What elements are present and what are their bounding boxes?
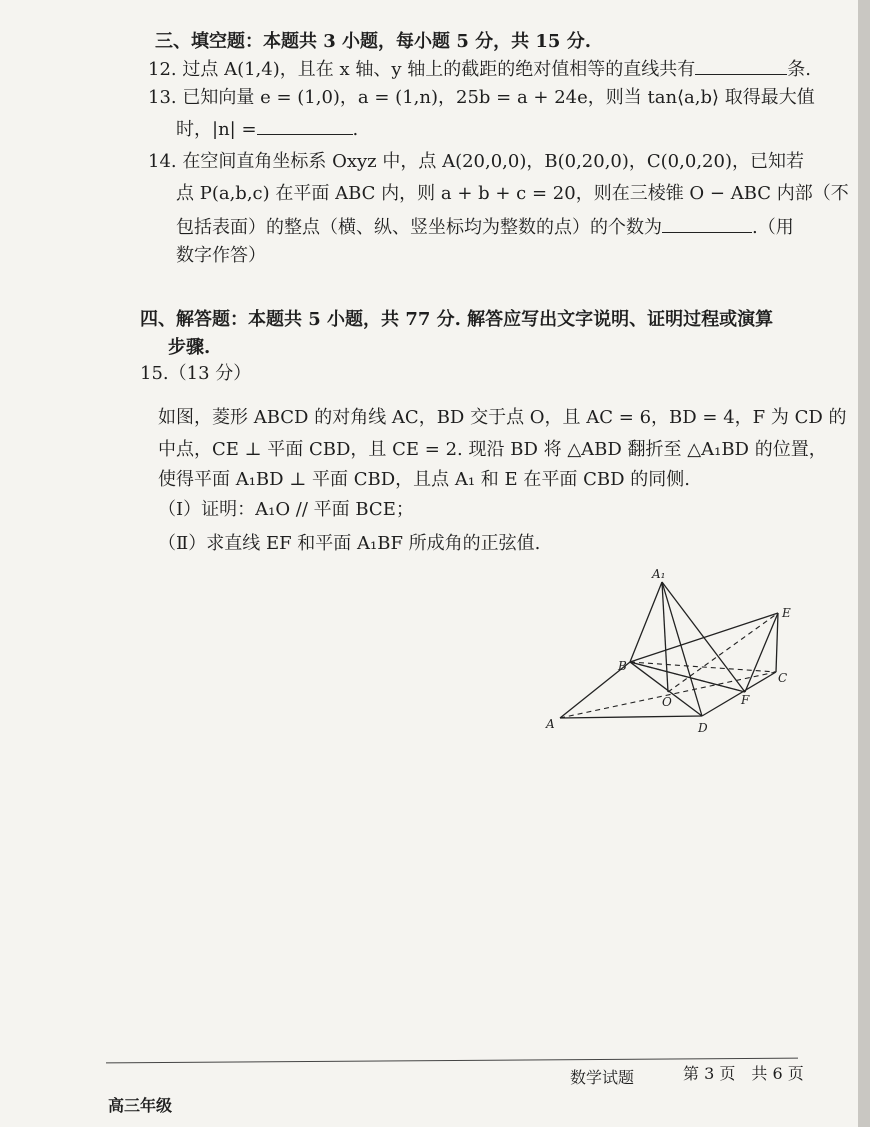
edge-b-e bbox=[630, 613, 778, 662]
question-15-number: 15.（13 分） bbox=[140, 363, 252, 384]
question-13-line1: 13. 已知向量 e = (1,0)，a = (1,n)，25b = a + 24e，则当 tan⟨a,b⟩ 取得最大值 bbox=[148, 87, 815, 108]
question-13-stem: 时，|n| = bbox=[176, 119, 257, 140]
answer-blank-13[interactable] bbox=[257, 116, 353, 135]
answer-blank-12[interactable] bbox=[695, 56, 787, 75]
question-14-line2: 点 P(a,b,c) 在平面 ABC 内，则 a + b + c = 20，则在三棱锥 O − ABC 内部（不 bbox=[176, 183, 849, 204]
question-15-line3: 使得平面 A₁BD ⊥ 平面 CBD，且点 A₁ 和 E 在平面 CBD 的同侧. bbox=[158, 469, 690, 490]
label-f: F bbox=[741, 693, 750, 707]
question-14-suffix: .（用 bbox=[752, 217, 794, 238]
question-15-part1: （Ⅰ）证明：A₁O // 平面 BCE； bbox=[158, 499, 414, 520]
question-12-suffix: 条. bbox=[787, 59, 811, 80]
label-d: D bbox=[698, 721, 708, 735]
edge-a1-b bbox=[630, 582, 662, 662]
question-14-line1: 14. 在空间直角坐标系 Oxyz 中，点 A(20,0,0)，B(0,20,0)，C(0,0,20)，已知若 bbox=[148, 151, 804, 172]
section-4-heading-line2: 步骤. bbox=[168, 337, 211, 358]
footer-grade: 高三年级 bbox=[108, 1096, 173, 1115]
question-15-part2: （Ⅱ）求直线 EF 和平面 A₁BF 所成角的正弦值. bbox=[158, 533, 541, 554]
question-14-stem: 包括表面）的整点（横、纵、竖坐标均为整数的点）的个数为 bbox=[176, 217, 662, 238]
question-13-suffix: . bbox=[352, 119, 359, 140]
label-b: B bbox=[618, 659, 627, 673]
section-3-heading: 三、填空题：本题共 3 小题，每小题 5 分，共 15 分. bbox=[155, 31, 591, 52]
label-e: E bbox=[782, 606, 791, 620]
answer-blank-14[interactable] bbox=[662, 214, 752, 233]
label-a: A bbox=[546, 717, 555, 731]
footer-page-number: 第 3 页 共 6 页 bbox=[683, 1064, 804, 1083]
question-14-line4: 数字作答） bbox=[176, 245, 266, 266]
section-4-heading-line1: 四、解答题：本题共 5 小题，共 77 分. 解答应写出文字说明、证明过程或演算 bbox=[140, 309, 774, 330]
question-15-line2: 中点，CE ⊥ 平面 CBD，且 CE = 2. 现沿 BD 将 △ABD 翻折至 △A₁BD 的位置， bbox=[158, 439, 827, 460]
label-a1: A₁ bbox=[652, 567, 666, 581]
question-12-text: 12. 过点 A(1,4)，且在 x 轴、y 轴上的截距的绝对值相等的直线共有 bbox=[148, 59, 696, 80]
label-c: C bbox=[778, 671, 788, 685]
question-13-line2 bbox=[176, 116, 358, 142]
edge-a-d bbox=[560, 716, 702, 718]
question-15-line1: 如图，菱形 ABCD 的对角线 AC，BD 交于点 O，且 AC = 6，BD = 4，F 为 CD 的 bbox=[158, 407, 847, 428]
label-o: O bbox=[662, 695, 672, 709]
footer-subject: 数学试题 bbox=[570, 1068, 635, 1087]
question-14-line3 bbox=[176, 214, 794, 240]
edge-e-c bbox=[776, 613, 778, 672]
geometry-figure bbox=[540, 562, 800, 742]
edge-c-d bbox=[702, 672, 776, 716]
page-edge-shadow bbox=[858, 0, 870, 1127]
question-12 bbox=[148, 56, 811, 82]
